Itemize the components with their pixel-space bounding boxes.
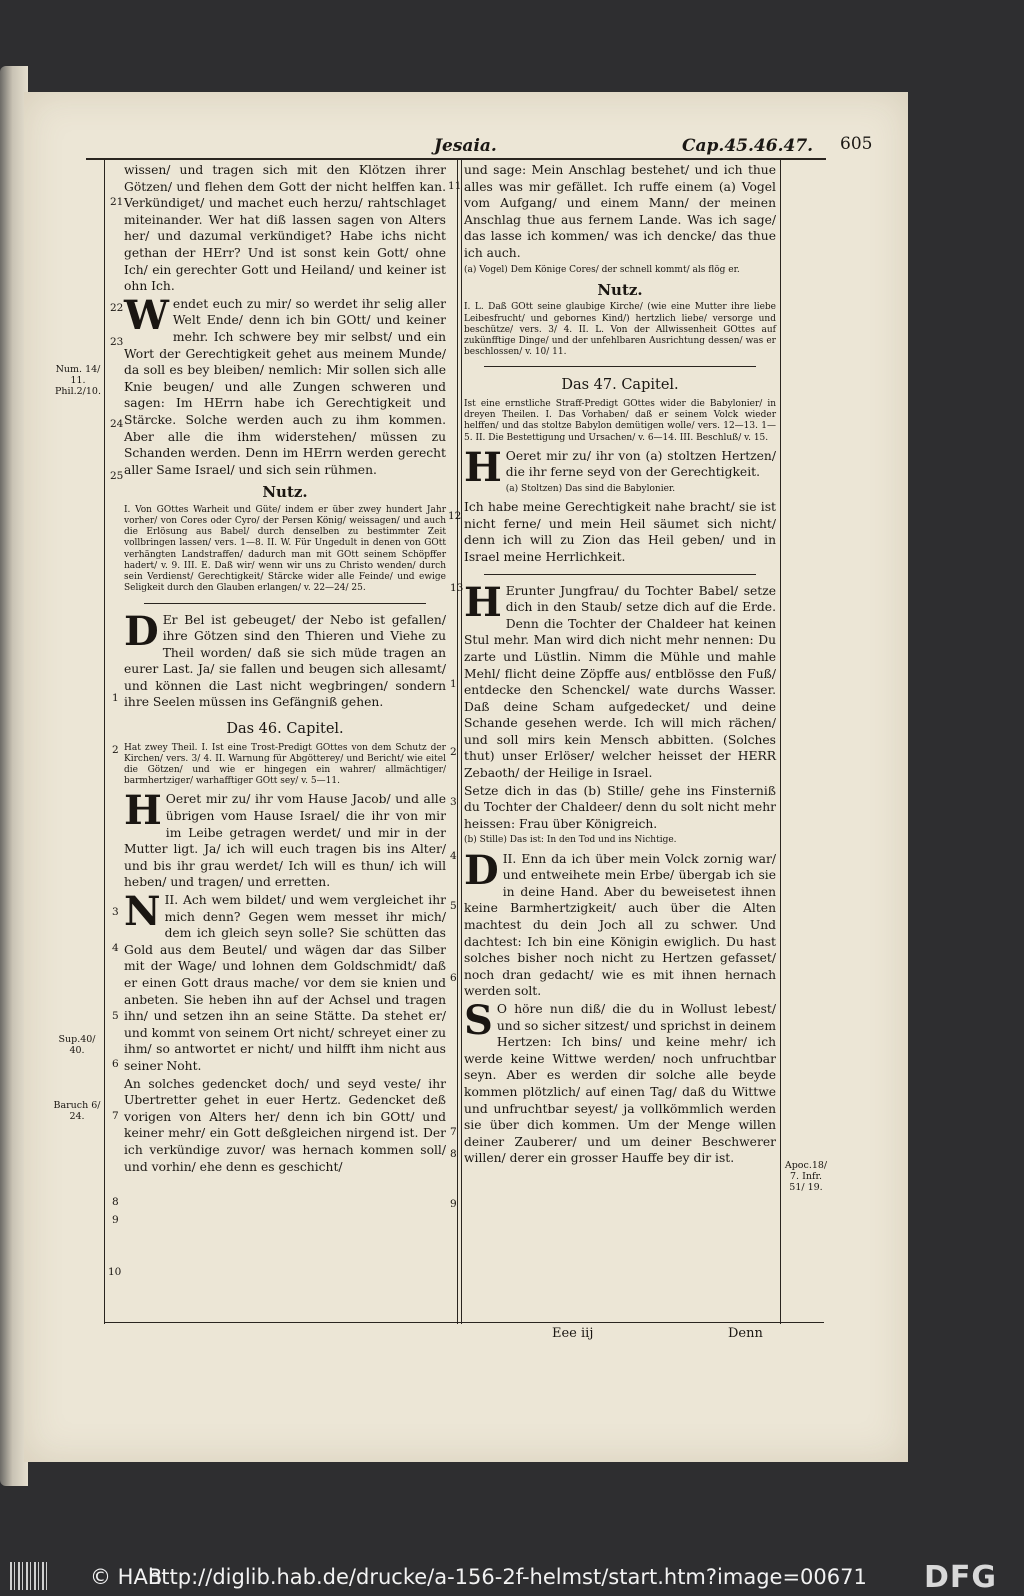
drop-cap: H: [464, 443, 502, 491]
verse-number: 5: [112, 1010, 119, 1022]
book-title: Jesaia.: [434, 136, 497, 156]
verse-number: 4: [112, 942, 119, 954]
section-rule: [484, 366, 756, 367]
signature-mark: Eee iij: [552, 1326, 594, 1341]
footnote: (a) Stoltzen) Das sind die Babylonier.: [505, 483, 676, 494]
verse-number: 13: [450, 582, 464, 594]
section-rule: [484, 574, 756, 575]
column-rule-center-1: [457, 158, 458, 1324]
source-url-link[interactable]: http://diglib.hab.de/drucke/a-156-2f-helmst/start.htm?image=00671: [148, 1565, 867, 1589]
nutz-text: I. Von GOttes Warheit und Güte/ indem er über zwey hundert Jahr vorher/ von Cores oder Cyro/ der Persen König/ weissagen/ und auch die Erlösung aus Babel/ durch denselben zu bestimmter Zeit vollbringen lassen/ vers. 1—8. II. W. Für Ungedult in denen von GOtt verhängten Landstraffen/ dadurch man mit GOtt seinem Schöpffer hadert/ v. 9. III. E. Daß wir/ wenn wir uns zu Christo wenden/ durch sein Verdienst/ Gerechtigkeit/ Stärcke wider alle Feinde/ und ewige Seligkeit durch den Glauben erlangen/ v. 22—24/ 25.: [124, 504, 446, 594]
column-rule-right: [780, 158, 781, 1324]
viewer-footer: [0, 1556, 1024, 1596]
paragraph-text: Oeret mir zu/ ihr vom Hause Jacob/ und alle übrigen vom Hause Israel/ die ihr von mir im Leibe getragen werdet/ und mir in der Mutter ligt. Ja/ ich will euch tragen bis ins Alter/ und bis ihr grau werdet/ Ich will es thun/ ich will heben/ und tragen/ und erretten.: [124, 792, 446, 890]
paragraph-text: endet euch zu mir/ so werdet ihr selig aller Welt Ende/ denn ich bin GOtt/ und keiner mehr. Ich schwere bey mir selbst/ und ein Wort der Gerechtigkeit gehet aus meinem Munde/ da soll es bey bleiben/ nemlich: Mir sollen sich alle Knie beugen/ und alle Zungen schweren und sagen: Im HErrn habe ich Gerechtigkeit und Stärcke. Solche werden auch zu ihm kommen. Aber alle die ihm widerstehen/ müssen zu Schanden werden. Denn im HErrn werden gerecht aller Same Israel/ und sich sein rühmen.: [124, 296, 446, 477]
text-paragraph: und sage: Mein Anschlag bestehet/ und ich thue alles was mir gefället. Ich ruffe einem (a) Vogel vom Aufgang/ und einem Mann/ der meinen Anschlag thue aus fernem Lande. Was ich sage/ das lasse ich kommen/ was ich dencke/ das thue ich auch.: [464, 163, 776, 260]
text-paragraph: [124, 888, 446, 1075]
verse-number: 9: [112, 1214, 119, 1226]
column-rule-center-2: [461, 158, 462, 1324]
verse-number: 7: [112, 1110, 119, 1122]
text-paragraph: [124, 291, 446, 479]
verse-number: 21: [110, 196, 124, 208]
verse-number: 3: [112, 906, 119, 918]
copyright-label: © HAB: [90, 1565, 163, 1589]
drop-cap: D: [464, 846, 499, 894]
page-number: 605: [840, 134, 873, 154]
text-paragraph: [464, 997, 776, 1167]
dfg-logo: DFG: [924, 1560, 998, 1595]
text-paragraph: [464, 578, 776, 782]
barcode-icon: [10, 1562, 50, 1590]
running-head: [54, 134, 873, 160]
paragraph-text: Erunter Jungfrau/ du Tochter Babel/ setze dich in den Staub/ setze dich auf die Erde. Denn die Tochter der Chaldeer hat keinen Stul mehr. Man wird dich nicht mehr nennen: Du zarte und Lüstlin. Nimm die Mühle und mahle Mehl/ flicht deine Zöpffe aus/ entblösse den Fuß/ entdecke den Schenckel/ wate durchs Wasser. Daß deine Scham aufgedecket/ und deine Schande gesehen werde. Ich will mich rächen/ und soll mirs kein Mensch abbitten. (Solches thut) unser Erlöser/ welcher heisset der HERR Zebaoth/ der Heilige in Israel.: [464, 583, 776, 781]
verse-number: 8: [450, 1148, 457, 1160]
chapter-heading: Das 47. Capitel.: [561, 377, 679, 394]
text-paragraph: An solches gedencket doch/ und seyd veste/ ihr Ubertretter gehet in euer Hertz. Gedencket deß vorigen von Alters her/ denn ich bin GOtt/ und keiner mehr/ ein Gott deßgleichen nirgend ist. Der ich verkündige zuvor/ was hernach kommen soll/ und vorhin/ ehe denn es geschicht/: [124, 1076, 446, 1174]
drop-cap: D: [124, 607, 159, 655]
text-paragraph: [464, 846, 776, 1000]
header-rule: [86, 158, 826, 160]
drop-cap: W: [124, 291, 169, 339]
verse-number: 25: [110, 470, 124, 482]
nutz-heading: Nutz.: [262, 483, 308, 502]
paragraph-text: Er Bel ist gebeuget/ der Nebo ist gefallen/ ihre Götzen sind den Thieren und Viehe zu Theil worden/ daß sie sich müde tragen an eurer Last. Ja/ sie fallen und beugen sich allesamt/ und können die Last nicht wegbringen/ sondern ihre Seelen müssen ins Gefängniß gehen.: [124, 612, 446, 710]
drop-cap: H: [464, 578, 502, 626]
verse-number: 6: [450, 972, 457, 984]
footer-rule: [104, 1322, 824, 1323]
drop-cap: S: [464, 997, 493, 1044]
margin-note: Sup.40/ 40.: [58, 1034, 96, 1056]
right-column: [464, 162, 776, 1168]
verse-number: 1: [112, 692, 119, 704]
drop-cap: N: [124, 888, 161, 936]
chapter-summary: Hat zwey Theil. I. Ist eine Trost-Predigt GOttes von dem Schutz der Kirchen/ vers. 3/ 4. II. Warnung für Abgötterey/ und Bericht/ wie eitel die Götzen/ und wie er hingegen ein wahrer/ allmächtiger/ barmhertziger/ warhafftiger GOtt sey/ v. 5—11.: [124, 742, 446, 787]
paragraph-text: II. Enn da ich über mein Volck zornig war/ und entweihete mein Erbe/ übergab ich sie in deine Hand. Aber du beweisetest ihnen keine Barmhertzigkeit/ auch über die Alten machtest du dein Joch all zu schwer. Und dachtest: Ich bin eine Königin ewiglich. Du hast solches bisher noch nicht zu Hertzen gefasset/ noch dran gedacht/ wie es mit ihnen hernach werden solt.: [464, 851, 776, 999]
text-paragraph: [124, 607, 446, 712]
footnote: (a) Vogel) Dem Könige Cores/ der schnell kommt/ als flög er.: [464, 264, 740, 275]
verse-number: 1: [450, 678, 457, 690]
section-rule: [144, 603, 426, 604]
footnote: (b) Stille) Das ist: In den Tod und ins Nichtige.: [464, 835, 677, 846]
verse-number: 4: [450, 850, 457, 862]
verse-number: 23: [110, 336, 124, 348]
verse-number: 2: [450, 746, 457, 758]
verse-number: 9: [450, 1198, 457, 1210]
verse-number: 3: [450, 796, 457, 808]
verse-number: 7: [450, 1126, 457, 1138]
paragraph-text: Oeret mir zu/ ihr von (a) stoltzen Hertzen/ die ihr ferne seyd von der Gerechtigkeit.: [505, 448, 776, 480]
verse-number: 6: [112, 1058, 119, 1070]
verse-number: 11: [448, 180, 462, 192]
margin-note: Apoc.18/ 7. Infr. 51/ 19.: [784, 1160, 828, 1193]
margin-note: Baruch 6/ 24.: [53, 1100, 101, 1122]
paragraph-text: O höre nun diß/ die du in Wollust lebest/ und so sicher sitzest/ und sprichst in deinem Hertzen: Ich bins/ und keine mehr/ ich werde keine Wittwe werden/ noch unfruchtbar seyn. Aber es werden dir solche alle beyde kommen plötzlich/ auf einen Tag/ daß du Wittwe und unfruchtbar seyest/ ja vollkömmlich werden sie über dich kommen. Um der Menge willen deiner Zauberer/ und um deiner Beschwerer willen/ derer ein grosser Hauffe bey dir ist.: [464, 1002, 776, 1166]
verse-number: 10: [108, 1266, 122, 1278]
nutz-text: I. L. Daß GOtt seine glaubige Kirche/ (wie eine Mutter ihre liebe Leibesfrucht/ und gebornes Kind/) hertzlich liebe/ versorge und beschütze/ vers. 3/ 4. II. L. Von der Allwissenheit GOttes auf zukünfftige Dinge/ und der unfehlbaren Ausrichtung dessen/ was er beschlossen/ v. 10/ 11.: [464, 302, 776, 358]
left-column: [124, 162, 446, 1176]
book-page: [24, 92, 908, 1462]
paragraph-text: II. Ach wem bildet/ und wem vergleichet ihr mich denn? Gegen wem messet ihr mich/ dem ich gleich seyn solle? Sie schütten das Gold aus dem Beutel/ und wägen dar das Silber mit der Wage/ und lohnen dem Goldschmidt/ daß er einen Gott draus mache/ vor dem sie knien und anbeten. Sie heben ihn auf der Achsel und tragen ihn/ und setzen ihn an seine Stätte. Da stehet er/ und kommt von seinem Ort nicht/ schreyet einer zu ihm/ so antwortet er nicht/ und hilfft ihm nicht aus seiner Noht.: [124, 893, 446, 1073]
text-paragraph: Setze dich in das (b) Stille/ gehe ins Finsterniß du Tochter der Chaldeer/ denn du solt nicht mehr heissen: Frau über Königreich.: [464, 783, 776, 831]
text-paragraph: Ich habe meine Gerechtigkeit nahe bracht/ sie ist nicht ferne/ und mein Heil säumet sich nicht/ denn ich will zu Zion das Heil geben/ und in Israel meine Herrlichkeit.: [464, 500, 776, 564]
text-paragraph: [124, 787, 446, 891]
drop-cap: H: [124, 787, 162, 835]
catchword: Denn: [728, 1326, 763, 1341]
chapter-heading: Das 46. Capitel.: [226, 721, 344, 738]
verse-number: 2: [112, 744, 119, 756]
verse-number: 12: [448, 510, 462, 522]
column-rule-left: [104, 158, 105, 1324]
chapter-range: Cap.45.46.47.: [682, 136, 814, 156]
chapter-summary: Ist eine ernstliche Straff-Predigt GOttes wider die Babylonier/ in dreyen Theilen. I. Das Vorhaben/ daß er seinem Volck wieder helffen/ und das stoltze Babylon demütigen wolle/ vers. 12—13. 1—5. II. Die Bestettigung und Ursachen/ v. 6—14. III. Beschluß/ v. 15.: [464, 398, 776, 443]
verse-number: 5: [450, 900, 457, 912]
nutz-heading: Nutz.: [597, 280, 643, 299]
verse-number: 8: [112, 1196, 119, 1208]
margin-note: Num. 14/ 11. Phil.2/10.: [55, 364, 101, 397]
text-paragraph: wissen/ und tragen sich mit den Klötzen ihrer Götzen/ und flehen dem Gott der nicht helffen kan. Verkündiget/ und machet euch herzu/ rahtschlaget miteinander. Wer hat diß lassen sagen von Alters her/ und dazumal verkündiget? Habe ichs nicht gethan der HErr? Und ist sonst kein Gott/ ohne Ich/ ein gerechter Gott und Heiland/ und keiner ist ohn Ich.: [124, 163, 446, 294]
verse-number: 24: [110, 418, 124, 430]
verse-number: 22: [110, 302, 124, 314]
